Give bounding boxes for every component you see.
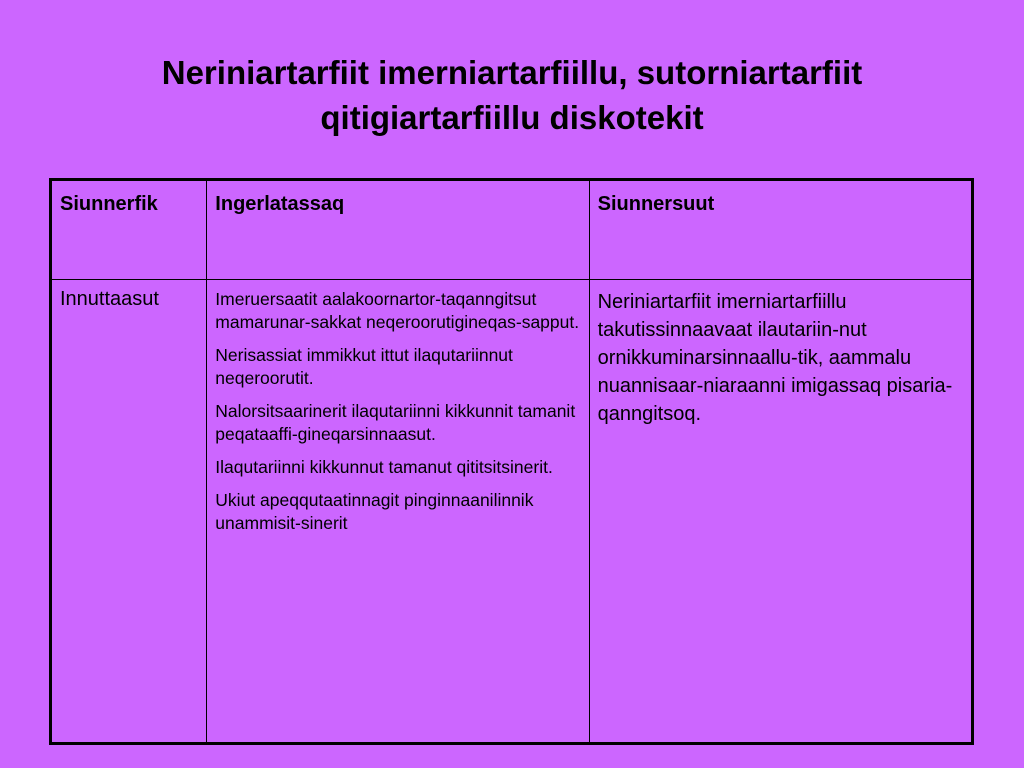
slide-title-line-2: qitigiartarfiillu diskotekit: [320, 99, 704, 136]
header-siunnerfik: Siunnerfik: [51, 180, 207, 280]
header-siunnersuut: Siunnersuut: [589, 180, 972, 280]
task-item: Imeruersaatit aalakoornartor-taqanngitsut mamarunar-sakkat neqeroorutigineqas-sapput.: [215, 289, 580, 332]
table-header-row: [51, 180, 973, 280]
cell-tasks: [207, 280, 589, 744]
task-item: Nalorsitsaarinerit ilaqutariinni kikkunnit tamanit peqataaffi-gineqarsinnaasut.: [215, 401, 576, 444]
table-row: [51, 280, 973, 744]
task-item: Nerisassiat immikkut ittut ilaqutariinnut neqeroorutit.: [215, 345, 513, 388]
header-ingerlatassaq: Ingerlatassaq: [207, 180, 589, 280]
task-item: Ukiut apeqqutaatinnagit pinginnaanilinnik unammisit-sinerit: [215, 490, 534, 533]
cell-suggestion: Neriniartarfiit imerniartarfiillu takutissinnaavaat ilautariin-nut ornikkuminarsinnaallu-tik, aammalu nuannisaar-niaraanni imigassaq pisaria-qanngitsoq.: [589, 280, 972, 744]
cell-target-group: Innuttaasut: [51, 280, 207, 744]
info-table: [49, 178, 974, 745]
slide-title-line-1: Neriniartarfiit imerniartarfiillu, sutorniartarfiit: [161, 54, 863, 91]
slide-title: [40, 50, 984, 140]
task-item: Ilaqutariinni kikkunnut tamanut qititsitsinerit.: [215, 457, 553, 477]
